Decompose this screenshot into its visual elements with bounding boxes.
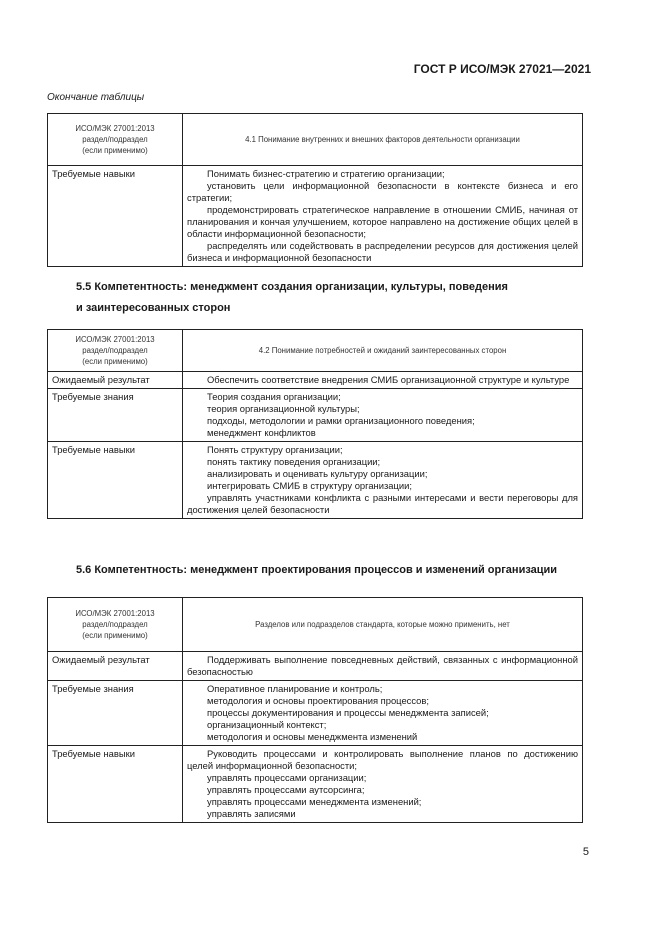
table-continuation-note: Окончание таблицы <box>47 92 145 103</box>
content-line: Понять структуру организации; <box>207 444 343 455</box>
table-header-title: 4.2 Понимание потребностей и ожиданий заинтересованных сторон <box>183 330 583 372</box>
content-line: методология и основы менеджмента изменений <box>207 731 418 742</box>
hdr-line: раздел/подраздел <box>82 620 148 629</box>
competence-table-process <box>47 597 583 823</box>
content-line: управлять процессами организации; <box>207 772 367 783</box>
content-line: распределять или содействовать в распределении ресурсов для достижения целей бизнеса и информационной безопасности <box>187 240 578 263</box>
row-content <box>183 389 583 442</box>
content-line: установить цели информационной безопасности в контексте бизнеса и его стратегии; <box>187 180 578 203</box>
hdr-line: ИСО/МЭК 27001:2013 <box>75 335 155 344</box>
content-line: интегрировать СМИБ в структуру организации; <box>207 480 412 491</box>
section-line: 5.6 Компетентность: менеджмент проектирования процессов и изменений организации <box>76 564 558 576</box>
content-line: Понимать бизнес-стратегию и стратегию организации; <box>207 168 445 179</box>
content-line: Теория создания организации; <box>207 391 341 402</box>
competence-table-4-2 <box>47 329 583 519</box>
content-line: методология и основы проектирования процессов; <box>207 695 429 706</box>
content-line: Руководить процессами и контролировать выполнение планов по достижению целей информационной безопасности; <box>187 748 578 771</box>
content-line: управлять записями <box>207 808 296 819</box>
row-label: Ожидаемый результат <box>48 372 183 389</box>
table-header-standard-ref <box>48 598 183 652</box>
row-content <box>183 372 583 389</box>
content-line: менеджмент конфликтов <box>207 427 316 438</box>
content-line: подходы, методологии и рамки организационного поведения; <box>207 415 475 426</box>
row-label: Требуемые знания <box>48 681 183 746</box>
content-line: Оперативное планирование и контроль; <box>207 683 383 694</box>
row-content <box>183 652 583 681</box>
competence-table-4-1 <box>47 113 583 267</box>
section-line: и заинтересованных сторон <box>76 302 231 314</box>
table-header-standard-ref <box>48 114 183 166</box>
content-line: продемонстрировать стратегическое направление в отношении СМИБ, начиная от планирования и кончая улучшением, которое направлено на достижение общих целей в области информационной безопасности; <box>187 204 578 239</box>
row-content <box>183 746 583 823</box>
hdr-line: ИСО/МЭК 27001:2013 <box>75 609 155 618</box>
content-line: управлять процессами аутсорсинга; <box>207 784 365 795</box>
hdr-line: раздел/подраздел <box>82 135 148 144</box>
row-label: Требуемые навыки <box>48 166 183 267</box>
row-content <box>183 166 583 267</box>
content-line: управлять процессами менеджмента изменений; <box>207 796 422 807</box>
hdr-line: (если применимо) <box>82 631 148 640</box>
content-line: организационный контекст; <box>207 719 327 730</box>
row-label: Требуемые навыки <box>48 746 183 823</box>
content-line: процессы документирования и процессы менеджмента записей; <box>207 707 489 718</box>
row-content <box>183 681 583 746</box>
content-line: Обеспечить соответствие внедрения СМИБ организационной структуре и культуре <box>207 374 570 385</box>
content-line: управлять участниками конфликта с разными интересами и вести переговоры для достижения целей безопасности <box>187 492 578 515</box>
page-number: 5 <box>582 846 589 858</box>
table-header-standard-ref <box>48 330 183 372</box>
row-label: Ожидаемый результат <box>48 652 183 681</box>
section-line: 5.5 Компетентность: менеджмент создания организации, культуры, поведения <box>76 281 508 293</box>
content-line: теория организационной культуры; <box>207 403 360 414</box>
row-content <box>183 442 583 519</box>
table-header-title: 4.1 Понимание внутренних и внешних факторов деятельности организации <box>183 114 583 166</box>
section-heading-5-6 <box>76 560 557 581</box>
hdr-line: (если применимо) <box>82 357 148 366</box>
document-header: ГОСТ Р ИСО/МЭК 27021—2021 <box>413 62 591 76</box>
hdr-line: раздел/подраздел <box>82 346 148 355</box>
hdr-line: (если применимо) <box>82 146 148 155</box>
content-line: анализировать и оценивать культуру организации; <box>207 468 428 479</box>
content-line: Поддерживать выполнение повседневных действий, связанных с информационной безопасностью <box>187 654 578 677</box>
section-heading-5-5 <box>76 277 508 319</box>
row-label: Требуемые знания <box>48 389 183 442</box>
table-header-title: Разделов или подразделов стандарта, которые можно применить, нет <box>183 598 583 652</box>
content-line: понять тактику поведения организации; <box>207 456 381 467</box>
row-label: Требуемые навыки <box>48 442 183 519</box>
hdr-line: ИСО/МЭК 27001:2013 <box>75 124 155 133</box>
